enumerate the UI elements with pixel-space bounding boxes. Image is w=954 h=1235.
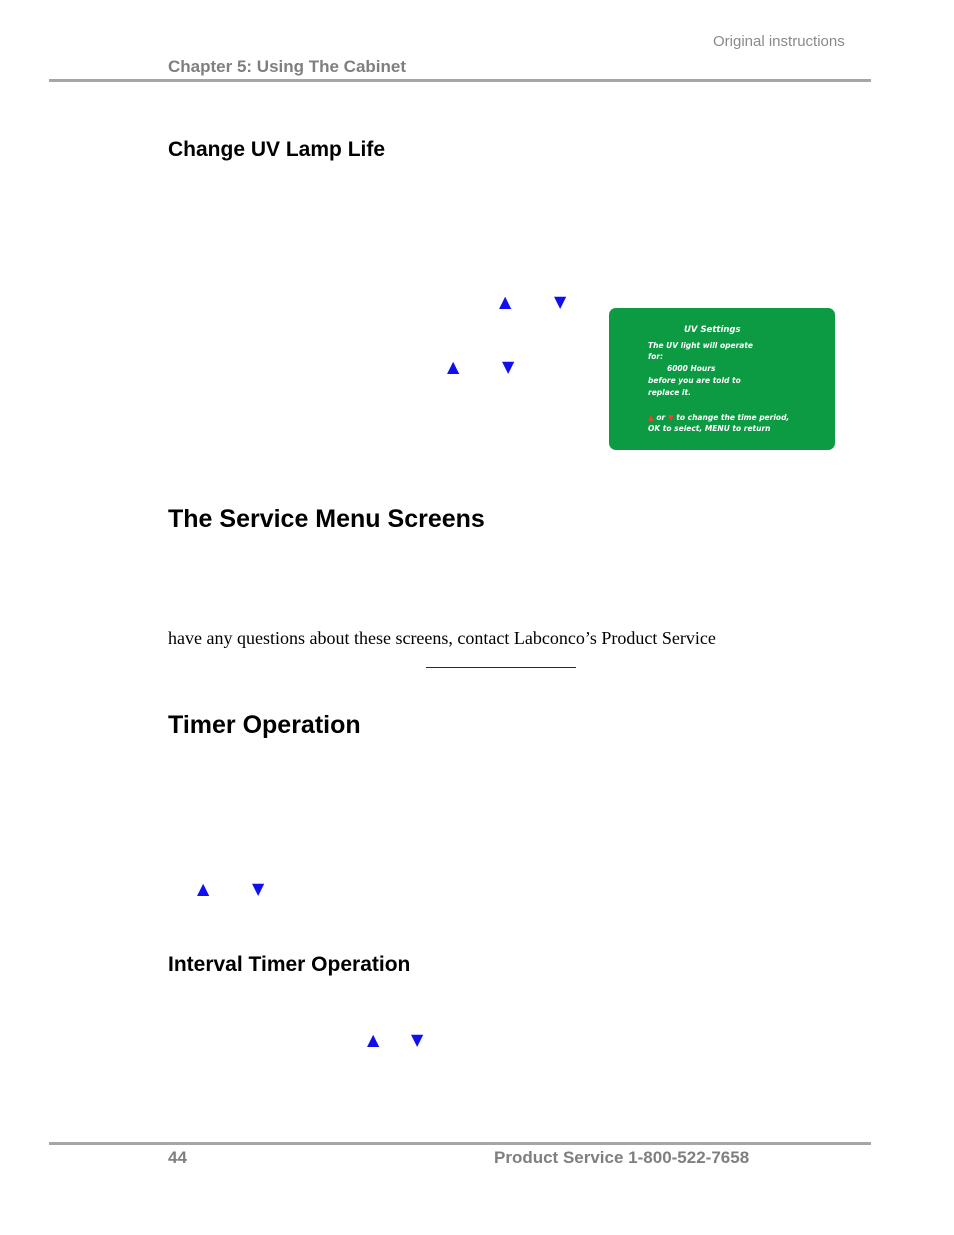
up-arrow-icon: ▲ <box>197 879 210 898</box>
lcd-down-arrow-icon: ▼ <box>667 413 674 422</box>
email-link-underline[interactable] <box>426 667 576 668</box>
down-arrow-icon: ▼ <box>252 879 265 898</box>
lcd-line: replace it. <box>648 388 691 397</box>
up-arrow-icon: ▲ <box>499 292 512 311</box>
lcd-line: The UV light will operate <box>648 341 753 350</box>
heading-timer-operation: Timer Operation <box>168 711 361 739</box>
footer-divider <box>49 1142 871 1145</box>
up-arrow-icon: ▲ <box>367 1030 380 1049</box>
product-service-phone: Product Service 1-800-522-7658 <box>494 1148 750 1167</box>
lcd-title: UV Settings <box>684 325 741 335</box>
lcd-nav-text: to change the time period, <box>676 413 790 422</box>
lcd-line: for: <box>648 352 664 361</box>
lcd-line: OK to select, MENU to return <box>648 424 771 433</box>
heading-change-uv-lamp-life: Change UV Lamp Life <box>168 138 386 161</box>
down-arrow-icon: ▼ <box>502 357 515 376</box>
page-number: 44 <box>168 1148 187 1167</box>
down-arrow-icon: ▼ <box>411 1030 424 1049</box>
lcd-line: before you are told to <box>648 376 741 385</box>
heading-service-menu-screens: The Service Menu Screens <box>168 505 485 533</box>
lcd-hours-value: 6000 Hours <box>667 364 716 373</box>
chapter-title: Chapter 5: Using The Cabinet <box>168 57 407 76</box>
service-menu-paragraph: have any questions about these screens, contact Labconco’s Product Service <box>168 628 716 648</box>
uv-settings-lcd-screen <box>609 308 835 450</box>
heading-interval-timer-operation: Interval Timer Operation <box>168 953 411 976</box>
header-divider <box>49 79 871 82</box>
lcd-up-arrow-icon: ▲ <box>648 413 654 422</box>
down-arrow-icon: ▼ <box>554 292 567 311</box>
up-arrow-icon: ▲ <box>447 357 460 376</box>
lcd-or-label: or <box>656 413 666 422</box>
original-instructions-label: Original instructions <box>713 33 845 50</box>
